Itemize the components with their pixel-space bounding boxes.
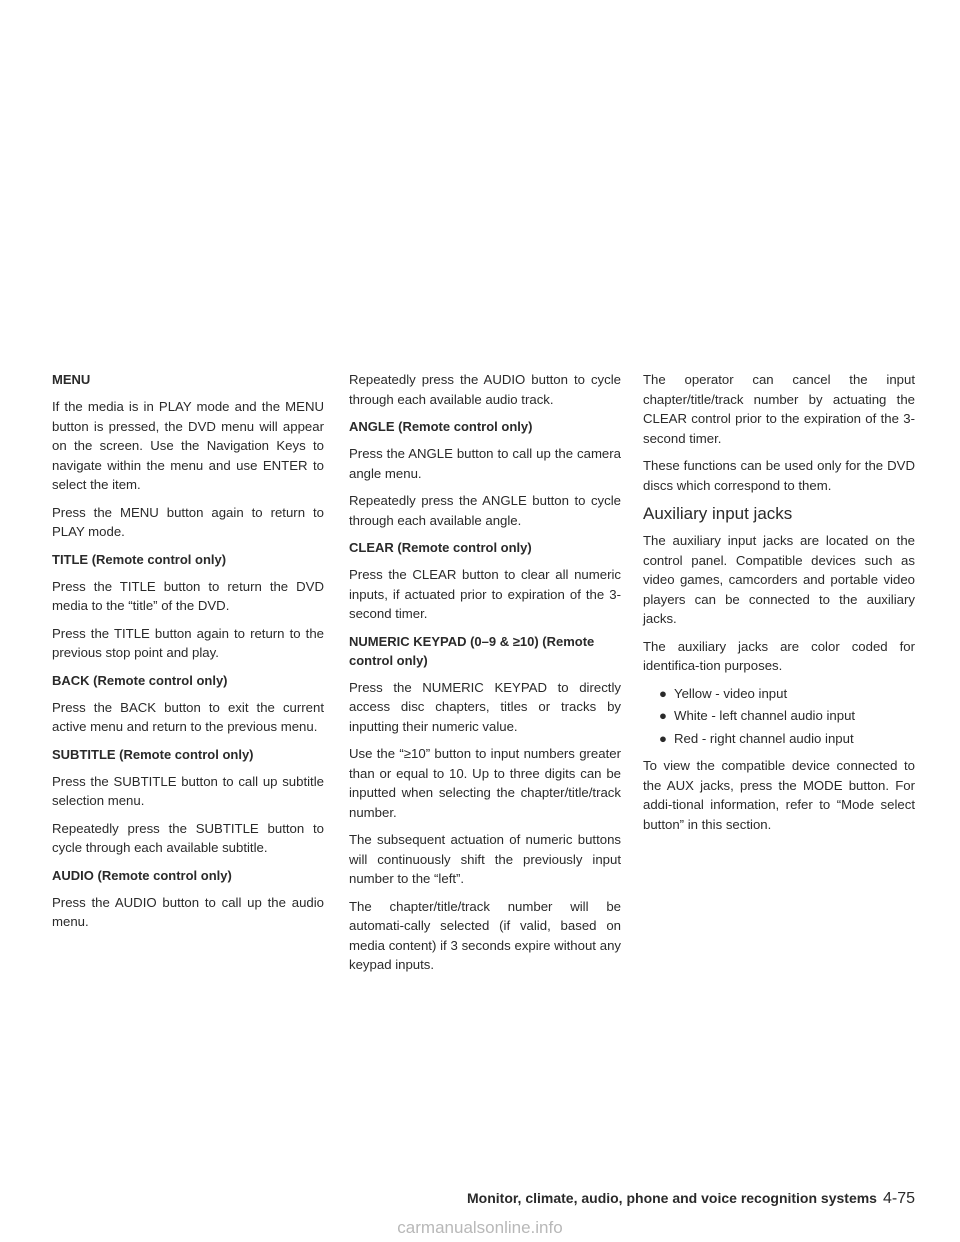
angle-heading: ANGLE (Remote control only)	[349, 419, 533, 434]
bullet-icon: ●	[659, 708, 667, 723]
list-item	[643, 706, 915, 726]
angle-paragraph-2: Repeatedly press the ANGLE button to cycle through each available angle.	[349, 493, 621, 528]
bullet-icon: ●	[659, 730, 667, 746]
watermark: carmanualsonline.info	[397, 1218, 563, 1237]
list-item	[643, 729, 915, 749]
jack-label: Red - right channel audio input	[674, 730, 854, 746]
numeric-paragraph-1: Press the NUMERIC KEYPAD to directly access disc chapters, titles or tracks by inputting their numeric value.	[349, 679, 621, 734]
subtitle-paragraph-1: Press the SUBTITLE button to call up subtitle selection menu.	[52, 773, 324, 808]
functions-paragraph: These functions can be used only for the DVD discs which correspond to them.	[643, 458, 915, 493]
title-paragraph-1: Press the TITLE button to return the DVD media to the “title” of the DVD.	[52, 578, 324, 613]
title-heading: TITLE (Remote control only)	[52, 551, 227, 567]
menu-heading: MENU	[52, 372, 91, 387]
audio-heading: AUDIO (Remote control only)	[52, 867, 232, 883]
audio-paragraph-2: Repeatedly press the AUDIO button to cycle through each available audio track.	[349, 372, 621, 407]
jack-label: White - left channel audio input	[674, 708, 856, 723]
numeric-paragraph-4: The chapter/title/track number will be automati-cally selected (if valid, based on media content) if 3 seconds expire without any keypad inputs.	[349, 898, 621, 972]
clear-paragraph-1: Press the CLEAR button to clear all numeric inputs, if actuated prior to expiration of the 3-second timer.	[349, 567, 621, 621]
back-paragraph-1: Press the BACK button to exit the current active menu and return to the previous menu.	[52, 699, 324, 734]
auxiliary-paragraph-3: To view the compatible device connected to the AUX jacks, press the MODE button. For addi-tional information, refer to “Mode select button” in this section.	[643, 758, 915, 832]
auxiliary-paragraph-2: The auxiliary jacks are color coded for identifica-tion purposes.	[643, 638, 915, 673]
auxiliary-jacks-heading: Auxiliary input jacks	[643, 504, 793, 523]
numeric-paragraph-2: Use the “≥10” button to input numbers greater than or equal to 10. Up to three digits can be inputted when selecting the chapter/title/track number.	[349, 746, 621, 820]
numeric-keypad-heading: NUMERIC KEYPAD (0–9 & ≥10) (Remote control only)	[349, 633, 595, 668]
bullet-icon: ●	[659, 685, 667, 701]
footer-section-title: Monitor, climate, audio, phone and voice recognition systems	[467, 1190, 877, 1206]
column-1	[52, 370, 324, 940]
audio-paragraph-1: Press the AUDIO button to call up the audio menu.	[52, 894, 324, 929]
list-item	[643, 684, 915, 704]
subtitle-heading: SUBTITLE (Remote control only)	[52, 746, 254, 762]
subtitle-paragraph-2: Repeatedly press the SUBTITLE button to cycle through each available subtitle.	[52, 820, 324, 855]
numeric-paragraph-3: The subsequent actuation of numeric buttons will continuously shift the previously input number to the “left”.	[349, 832, 621, 886]
menu-paragraph-2: Press the MENU button again to return to PLAY mode.	[52, 504, 324, 539]
cancel-paragraph: The operator can cancel the input chapter/title/track number by actuating the CLEAR control prior to the expiration of the 3-second timer.	[643, 372, 915, 446]
title-paragraph-2: Press the TITLE button again to return to the previous stop point and play.	[52, 625, 324, 660]
back-heading: BACK (Remote control only)	[52, 672, 228, 688]
clear-heading: CLEAR (Remote control only)	[349, 540, 532, 555]
menu-paragraph-1: If the media is in PLAY mode and the MENU button is pressed, the DVD menu will appear on the screen. Use the Navigation Keys to navigate within the menu and use ENTER to select the item.	[52, 399, 324, 492]
angle-paragraph-1: Press the ANGLE button to call up the camera angle menu.	[349, 446, 621, 481]
auxiliary-paragraph-1: The auxiliary input jacks are located on the control panel. Compatible devices such as video games, camcorders and portable video players can be connected to the auxiliary jacks.	[643, 533, 915, 626]
page-number: 4-75	[882, 1190, 915, 1207]
jack-color-list	[643, 684, 915, 749]
column-3	[643, 370, 915, 842]
jack-label: Yellow - video input	[674, 685, 788, 701]
page-footer	[0, 1190, 915, 1208]
column-2	[349, 370, 621, 983]
